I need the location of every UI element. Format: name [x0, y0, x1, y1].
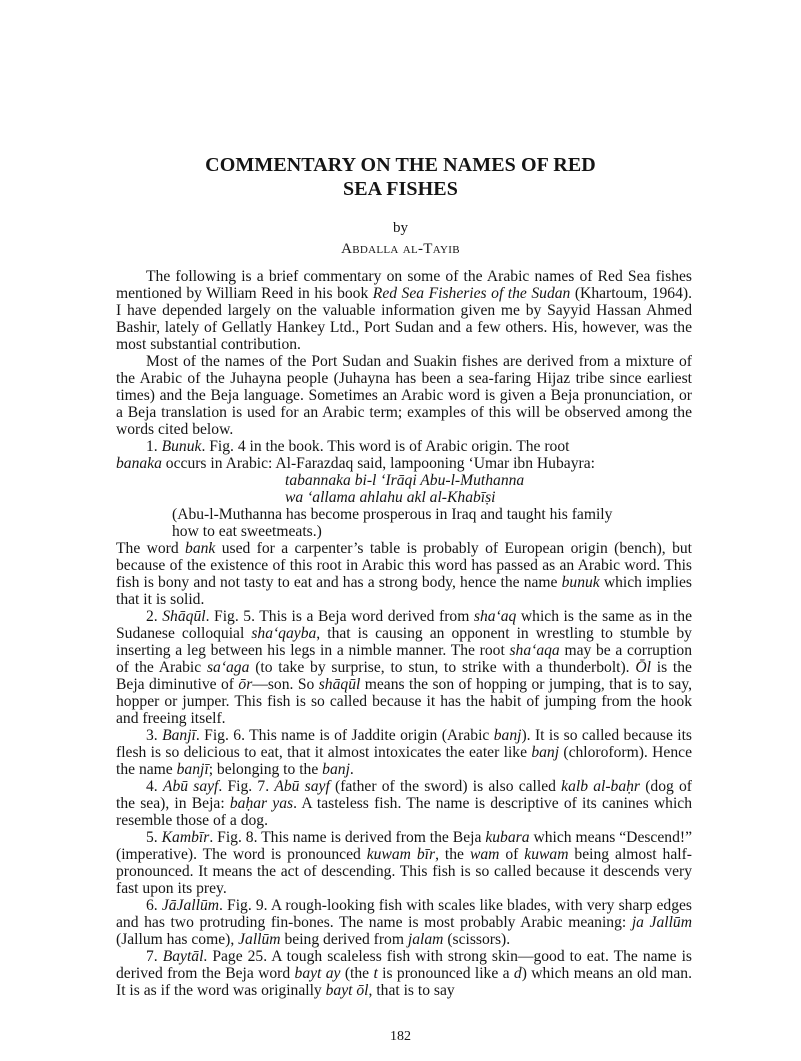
italic-term: wam — [469, 846, 500, 863]
italic-term: ōr — [238, 676, 253, 693]
italic-term: sha‘qayba — [251, 625, 317, 642]
italic-term: bayt ōl — [325, 982, 369, 999]
translation-line-1: (Abu-l-Muthanna has become prosperous in Iraq and taught his family — [172, 506, 613, 523]
entry-text: . Page 25. A tough scaleless fish with strong skin—good to eat. The name is derived from the Beja word — [116, 948, 692, 982]
entry-text: may be a corruption of the Arabic — [116, 642, 692, 676]
entry-baytal — [116, 948, 692, 999]
italic-term: ja Jallūm — [631, 914, 692, 931]
fish-name: Kambīr — [161, 829, 210, 846]
translation-line-2: how to eat sweetmeats.) — [172, 523, 322, 540]
italic-term: Ōl — [635, 659, 651, 676]
entry-text: is the Beja diminutive of — [116, 659, 692, 693]
entry-bunuk — [116, 438, 692, 455]
italic-term: bank — [185, 540, 216, 557]
entry-number: 7. — [146, 948, 163, 965]
entry-text: used for a carpenter’s table is probably of European origin (bench), but because of the existence of this root in Arabic this word has passed as an Arabic word. This fish is bony and not tasty to eat and has a strong body, hence the name — [116, 540, 692, 591]
entry-text: being derived from — [280, 931, 408, 948]
italic-term: kubara — [485, 829, 530, 846]
entry-number: 6. — [146, 897, 162, 914]
entry-text: , the — [435, 846, 470, 863]
entry-number: 3. — [146, 727, 163, 744]
entry-banji — [116, 727, 692, 778]
entry-text: ) which means an old man. It is as if the word was originally — [116, 965, 693, 999]
article-title-line-2: SEA FISHES — [343, 178, 458, 200]
italic-term: sa‘aga — [206, 659, 250, 676]
byline-by: by — [393, 220, 408, 236]
entry-text: of — [499, 846, 525, 863]
italic-term: banj — [531, 744, 560, 761]
fish-name: Shāqūl — [162, 608, 206, 625]
fish-name: Baytāl — [162, 948, 204, 965]
entry-text: , that is to say — [368, 982, 455, 999]
entry-text: , that is causing an opponent in wrestling to stumble by inserting a leg between his legs in a nimble manner. The root — [116, 625, 692, 659]
entry-text: means the son of hopping or jumping, that is to say, hopper or jumper. This fish is so called because it has the habit of jumping from the hook and freeing itself. — [116, 676, 693, 727]
italic-term: bunuk — [561, 574, 600, 591]
entry-text: which is the same as in the Sudanese colloquial — [116, 608, 692, 642]
italic-term: banj — [493, 727, 522, 744]
entry-bunuk-tail — [116, 540, 692, 608]
entry-text: . Fig. 7. — [218, 778, 275, 795]
italic-term: banj — [322, 761, 350, 778]
article-body — [116, 268, 692, 999]
entry-bunuk-cont — [116, 455, 692, 472]
entry-text: —son. So — [252, 676, 319, 693]
italic-term: kuwam — [524, 846, 569, 863]
italic-term: sha‘aqa — [509, 642, 560, 659]
entry-text: (dog of the sea), in Beja: — [116, 778, 693, 812]
article-title — [0, 153, 801, 201]
verse-line-2: wa ‘allama ahlahu akl al-Khabīṣi — [285, 489, 496, 506]
verse-quotation — [116, 472, 692, 506]
fish-name: Banjī — [162, 727, 196, 744]
fish-name: Abū sayf — [162, 778, 219, 795]
italic-term: jalam — [407, 931, 444, 948]
entry-text: . Fig. 9. A rough-looking fish with scales like blades, with very sharp edges and has two protruding fin-bones. The name is most probably Arabic meaning: — [116, 897, 693, 931]
intro-text-b: (Khartoum, 1964). I have depended largely on the valuable information given me by Sayyid Hassan Ahmed Bashir, lately of Gellatly Hankey Ltd., Port Sudan and a few others. His, however, was the most substantial contribution. — [116, 285, 692, 353]
entry-text: occurs in Arabic: Al-Farazdaq said, lampooning ‘Umar ibn Hubayra: — [161, 455, 595, 472]
entry-text: being almost half-pronounced. It means the act of descending. This fish is so called because it descends very fast upon its prey. — [116, 846, 692, 897]
entry-abu-sayf — [116, 778, 692, 829]
verse-translation — [116, 506, 692, 540]
root-word: banaka — [116, 455, 162, 472]
entry-jajallum — [116, 897, 692, 948]
italic-term: sha‘aq — [473, 608, 517, 625]
book-title: Red Sea Fisheries of the Sudan — [372, 285, 571, 302]
italic-term: baḥar yas — [229, 795, 294, 812]
entry-text: (chloroform). Hence the name — [116, 744, 692, 778]
italic-term: Abū sayf — [274, 778, 330, 795]
entry-text: . Fig. 5. This is a Beja word derived from — [205, 608, 474, 625]
entry-text: (to take by surprise, to stun, to strike with a thunderbolt). — [249, 659, 636, 676]
entry-text: . Fig. 4 in the book. This word is of Arabic origin. The root — [201, 438, 570, 455]
italic-term: Jallūm — [238, 931, 281, 948]
entry-text: (father of the sword) is also called — [329, 778, 562, 795]
entry-text: which means “Descend!” (imperative). The word is pronounced — [116, 829, 692, 863]
entry-number: 5. — [146, 829, 162, 846]
italic-term: d — [513, 965, 522, 982]
italic-term: shāqūl — [318, 676, 361, 693]
entry-text: ; belonging to the — [208, 761, 323, 778]
entry-text: (scissors). — [443, 931, 511, 948]
entry-text: which implies that it is solid. — [116, 574, 692, 608]
paragraph-mixture: Most of the names of the Port Sudan and Suakin fishes are derived from a mixture of the Arabic of the Juhayna people (Juhayna has been a sea-faring Hijaz tribe since earliest times) and the Beja language. Sometimes an Arabic word is given a Beja pronunciation, or a Beja translation is used for an Arabic term; examples of this will be observed among the words cited below. — [116, 353, 692, 438]
entry-text: is pronounced like a — [377, 965, 514, 982]
intro-text-a: The following is a brief commentary on some of the Arabic names of Red Sea fishes mentioned by William Reed in his book — [116, 268, 692, 302]
italic-term: t — [373, 965, 378, 982]
entry-number: 2. — [146, 608, 163, 625]
verse-line-1: tabannaka bi-l ‘Irāqi Abu-l-Muthanna — [285, 472, 525, 489]
fish-name: Bunuk — [161, 438, 202, 455]
paragraph-intro — [116, 268, 692, 353]
article-title-line-1: COMMENTARY ON THE NAMES OF RED — [205, 154, 596, 176]
author-name: Abdalla al-Tayib — [341, 241, 460, 257]
entry-text: . Fig. 8. This name is derived from the Beja — [209, 829, 486, 846]
entry-text: (Jallum has come), — [116, 931, 239, 948]
entry-kambir — [116, 829, 692, 897]
italic-term: banjī — [176, 761, 209, 778]
italic-term: kuwam bīr — [366, 846, 436, 863]
entry-text: ). It is so called because its flesh is so delicious to eat, that it almost intoxicates the eater like — [116, 727, 692, 761]
fish-name: JāJallūm — [161, 897, 220, 914]
entry-text: The word — [116, 540, 186, 557]
italic-term: bayt ay — [294, 965, 341, 982]
entry-number: 4. — [146, 778, 163, 795]
entry-text: . A tasteless fish. The name is descriptive of its canines which resemble those of a dog. — [116, 795, 692, 829]
entry-text: . — [349, 761, 354, 778]
italic-term: kalb al-baḥr — [561, 778, 640, 795]
page-number: 182 — [390, 1029, 411, 1044]
entry-shaqul — [116, 608, 692, 727]
entry-text: (the — [340, 965, 374, 982]
entry-text: . Fig. 6. This name is of Jaddite origin (Arabic — [195, 727, 494, 744]
entry-number: 1. — [146, 438, 162, 455]
